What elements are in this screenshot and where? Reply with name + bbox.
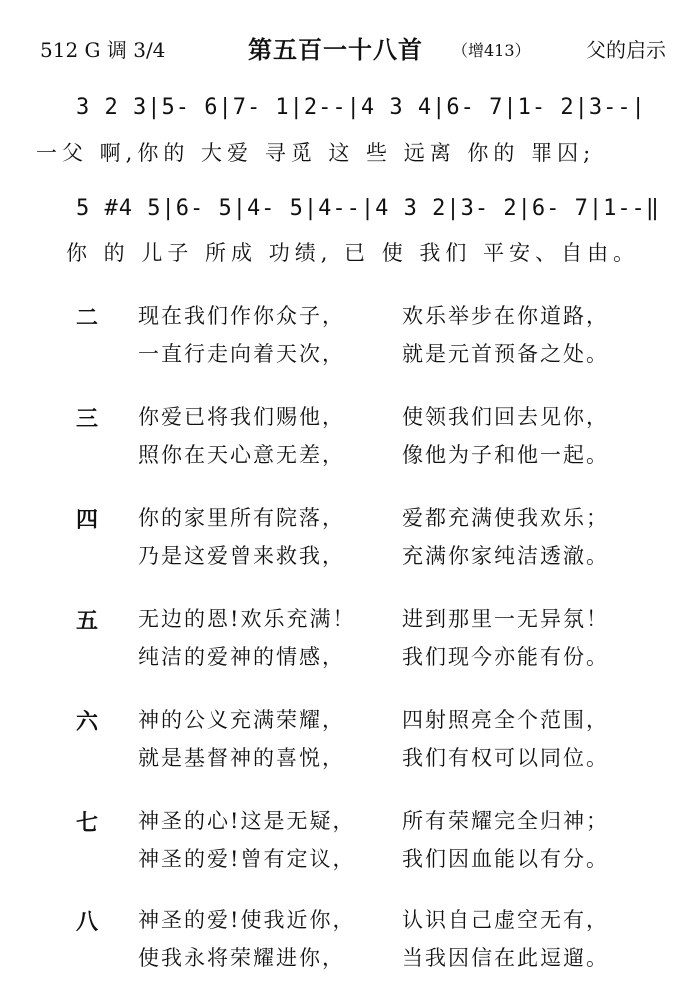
verse-line: 神的公义充满荣耀，	[138, 708, 345, 732]
verse-number: 三	[76, 407, 99, 432]
verse-line: 我们有权可以同位。	[402, 746, 609, 770]
verse-line: 神圣的爱!使我近你，	[138, 908, 356, 932]
verse-number: 六	[76, 710, 99, 735]
verse-number: 八	[76, 910, 99, 935]
verse-line: 现在我们作你众子，	[138, 304, 345, 328]
verse-line: 所有荣耀完全归神；	[402, 809, 609, 833]
verse-number: 五	[76, 609, 99, 634]
verse-line: 当我因信在此逗遛。	[402, 946, 609, 970]
verse-line: 纯洁的爱神的情感，	[138, 645, 345, 669]
hymn-category: 父的启示	[586, 38, 666, 62]
lyric-line-1: 一父 啊,你的 大爱 寻觅 这 些 远离 你的 罪囚;	[36, 141, 596, 165]
verse-line: 神圣的心!这是无疑，	[138, 809, 356, 833]
verse-line: 无边的恩!欢乐充满！	[138, 607, 356, 631]
hymn-supplement-number: （增413）	[452, 41, 531, 60]
verse-number: 七	[76, 811, 99, 836]
verse-line: 我们现今亦能有份。	[402, 645, 609, 669]
verse-line: 进到那里一无异氛！	[402, 607, 609, 631]
notation-line-2: 5 #4 5|6- 5|4- 5|4--|4 3 2|3- 2|6- 7|1--‖	[76, 196, 661, 221]
verse-line: 一直行走向着天次，	[138, 342, 345, 366]
verse-line: 我们因血能以有分。	[402, 847, 609, 871]
verse-line: 爱都充满使我欢乐；	[402, 506, 609, 530]
notation-line-1: 3 2 3|5- 6|7- 1|2--|4 3 4|6- 7|1- 2|3--|	[76, 95, 646, 120]
verse-line: 乃是这爱曾来救我，	[138, 544, 345, 568]
verse-line: 神圣的爱!曾有定议，	[138, 847, 356, 871]
verse-line: 认识自己虚空无有，	[402, 908, 609, 932]
verse-line: 就是基督神的喜悦，	[138, 746, 345, 770]
verse-number: 二	[76, 306, 99, 331]
verse-line: 四射照亮全个范围，	[402, 708, 609, 732]
verse-line: 像他为子和他一起。	[402, 443, 609, 467]
verse-line: 使我永将荣耀进你，	[138, 946, 345, 970]
verse-line: 你的家里所有院落，	[138, 506, 345, 530]
verse-line: 使领我们回去见你，	[402, 405, 609, 429]
verse-line: 你爱已将我们赐他，	[138, 405, 345, 429]
hymn-number-key-time: 512 G 调 3/4	[40, 38, 166, 62]
verse-line: 就是元首预备之处。	[402, 342, 609, 366]
hymn-title: 第五百一十八首	[248, 36, 423, 64]
verse-line: 照你在天心意无差，	[138, 443, 345, 467]
lyric-line-2: 你 的 儿子 所成 功绩, 已 使 我们 平安、自由。	[66, 241, 640, 265]
verse-number: 四	[76, 508, 99, 533]
verse-line: 充满你家纯洁透澈。	[402, 544, 609, 568]
verse-line: 欢乐举步在你道路，	[402, 304, 609, 328]
